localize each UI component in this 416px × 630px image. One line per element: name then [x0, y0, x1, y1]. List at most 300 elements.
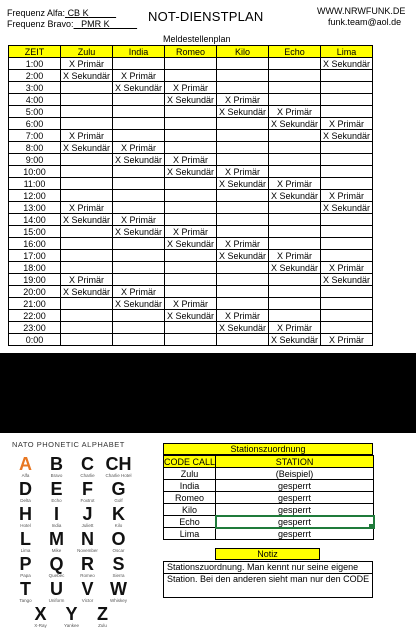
schedule-cell[interactable]: X Sekundär: [269, 190, 321, 202]
nato-letter: [104, 455, 133, 480]
nato-letter-glyph: W: [110, 579, 127, 599]
schedule-cell[interactable]: X Primär: [113, 70, 165, 82]
table-row: [9, 178, 373, 190]
schedule-cell[interactable]: [113, 238, 165, 250]
schedule-cell[interactable]: [165, 262, 217, 274]
station-row: [164, 468, 374, 480]
time-cell[interactable]: 6:00: [9, 118, 61, 130]
time-cell[interactable]: 7:00: [9, 130, 61, 142]
schedule-cell[interactable]: [269, 310, 321, 322]
schedule-header-row: [9, 46, 373, 58]
schedule-cell[interactable]: X Primär: [165, 82, 217, 94]
time-cell[interactable]: 17:00: [9, 250, 61, 262]
schedule-cell[interactable]: [269, 286, 321, 298]
schedule-cell[interactable]: [269, 226, 321, 238]
schedule-cell[interactable]: [269, 94, 321, 106]
time-cell[interactable]: 10:00: [9, 166, 61, 178]
schedule-cell[interactable]: [217, 298, 269, 310]
table-row: [9, 106, 373, 118]
schedule-cell[interactable]: X Primär: [165, 226, 217, 238]
nato-letter: [42, 580, 71, 605]
station-row: [164, 516, 374, 528]
time-cell[interactable]: 8:00: [9, 142, 61, 154]
frequency-alfa-value[interactable]: CB K: [67, 8, 89, 18]
nato-letter: [11, 455, 40, 480]
schedule-cell[interactable]: X Sekundär: [113, 226, 165, 238]
email-link[interactable]: funk.team@aol.de: [328, 17, 402, 27]
code-call-cell[interactable]: Kilo: [164, 504, 216, 516]
nato-letter-glyph: K: [112, 504, 125, 524]
schedule-cell[interactable]: [217, 190, 269, 202]
nato-letter-word: Charlie: [80, 473, 95, 478]
nato-letter: [42, 555, 71, 580]
schedule-cell[interactable]: X Sekundär: [61, 286, 113, 298]
redacted-area: [0, 353, 416, 433]
schedule-cell[interactable]: [113, 166, 165, 178]
time-cell[interactable]: 21:00: [9, 298, 61, 310]
schedule-cell[interactable]: [217, 286, 269, 298]
code-call-cell[interactable]: India: [164, 480, 216, 492]
table-row: [9, 94, 373, 106]
schedule-cell[interactable]: [61, 94, 113, 106]
schedule-cell[interactable]: [321, 142, 373, 154]
schedule-cell[interactable]: X Primär: [113, 286, 165, 298]
schedule-cell[interactable]: [113, 262, 165, 274]
schedule-cell[interactable]: [217, 142, 269, 154]
schedule-cell[interactable]: [165, 58, 217, 70]
schedule-cell[interactable]: [113, 310, 165, 322]
nato-letter-word: Uniform: [48, 598, 65, 603]
notiz-line[interactable]: Station. Bei den anderen sieht man nur den CODE: [167, 574, 370, 584]
time-cell[interactable]: 4:00: [9, 94, 61, 106]
schedule-cell[interactable]: X Sekundär: [321, 274, 373, 286]
nato-letter: [73, 505, 102, 530]
nato-letter-glyph: A: [19, 454, 32, 474]
schedule-cell[interactable]: [321, 250, 373, 262]
stations-table: [163, 455, 374, 540]
nato-letter-glyph: S: [112, 554, 125, 574]
nato-letter-grid: [11, 455, 158, 605]
column-header-zeit: ZEIT: [9, 46, 61, 58]
schedule-cell[interactable]: [217, 58, 269, 70]
schedule-cell[interactable]: [165, 202, 217, 214]
schedule-cell[interactable]: X Sekundär: [321, 58, 373, 70]
schedule-cell[interactable]: [269, 142, 321, 154]
schedule-cell[interactable]: [321, 106, 373, 118]
time-cell[interactable]: 5:00: [9, 106, 61, 118]
schedule-cell[interactable]: [321, 70, 373, 82]
nato-letter-word: Lima: [20, 548, 31, 553]
schedule-cell[interactable]: [61, 262, 113, 274]
schedule-cell[interactable]: X Primär: [113, 214, 165, 226]
code-call-cell[interactable]: Zulu: [164, 468, 216, 480]
notiz-box[interactable]: [163, 561, 373, 598]
table-row: [9, 166, 373, 178]
frequency-alfa: [7, 8, 116, 19]
schedule-cell[interactable]: X Primär: [217, 238, 269, 250]
nato-letter: [42, 505, 71, 530]
schedule-cell[interactable]: X Sekundär: [113, 298, 165, 310]
schedule-cell[interactable]: [321, 238, 373, 250]
nato-letter: [73, 530, 102, 555]
schedule-cell[interactable]: [217, 70, 269, 82]
nato-letter-glyph: G: [111, 479, 126, 499]
schedule-cell[interactable]: [113, 130, 165, 142]
nato-letter: [57, 605, 86, 630]
schedule-cell[interactable]: [321, 310, 373, 322]
schedule-cell[interactable]: [217, 334, 269, 346]
nato-letter-glyph: X: [34, 604, 47, 624]
schedule-cell[interactable]: [321, 94, 373, 106]
schedule-cell[interactable]: [269, 70, 321, 82]
table-row: [9, 142, 373, 154]
schedule-cell[interactable]: X Primär: [61, 58, 113, 70]
notiz-title: Notiz: [215, 548, 320, 560]
time-cell[interactable]: 22:00: [9, 310, 61, 322]
station-row: [164, 480, 374, 492]
table-row: [9, 322, 373, 334]
schedule-cell[interactable]: [61, 154, 113, 166]
schedule-cell[interactable]: X Primär: [165, 298, 217, 310]
frequency-alfa-label: Frequenz Alfa:: [7, 8, 66, 18]
schedule-cell[interactable]: [217, 82, 269, 94]
table-row: [9, 214, 373, 226]
time-cell[interactable]: 12:00: [9, 190, 61, 202]
time-cell[interactable]: 20:00: [9, 286, 61, 298]
schedule-cell[interactable]: [61, 82, 113, 94]
time-cell[interactable]: 0:00: [9, 334, 61, 346]
schedule-cell[interactable]: X Primär: [269, 178, 321, 190]
time-cell[interactable]: 1:00: [9, 58, 61, 70]
nato-letter: [11, 480, 40, 505]
nato-alphabet-image: [8, 440, 158, 628]
schedule-cell[interactable]: [321, 226, 373, 238]
schedule-cell[interactable]: [217, 118, 269, 130]
schedule-cell[interactable]: [321, 154, 373, 166]
schedule-cell[interactable]: [165, 190, 217, 202]
schedule-cell[interactable]: X Sekundär: [217, 250, 269, 262]
nato-letter-word: Bravo: [50, 473, 63, 478]
nato-letter-word: November: [77, 548, 98, 553]
schedule-cell[interactable]: X Primär: [321, 334, 373, 346]
code-call-cell[interactable]: Lima: [164, 528, 216, 540]
schedule-cell[interactable]: [165, 286, 217, 298]
nato-letter-word: Victor: [81, 598, 94, 603]
station-row: [164, 504, 374, 516]
schedule-cell[interactable]: X Sekundär: [61, 142, 113, 154]
time-cell[interactable]: 13:00: [9, 202, 61, 214]
time-cell[interactable]: 15:00: [9, 226, 61, 238]
schedule-cell[interactable]: [113, 106, 165, 118]
nato-letter-glyph: V: [81, 579, 94, 599]
schedule-cell[interactable]: [165, 322, 217, 334]
schedule-cell[interactable]: [61, 226, 113, 238]
table-row: [9, 190, 373, 202]
nato-letter: [11, 530, 40, 555]
schedule-cell[interactable]: [165, 70, 217, 82]
schedule-cell[interactable]: X Sekundär: [113, 154, 165, 166]
nato-letter-glyph: Q: [49, 554, 64, 574]
nato-letter-word: Oscar: [112, 548, 125, 553]
schedule-cell[interactable]: X Sekundär: [165, 238, 217, 250]
nato-letter-glyph: M: [49, 529, 64, 549]
schedule-cell[interactable]: [113, 178, 165, 190]
schedule-cell[interactable]: X Sekundär: [61, 70, 113, 82]
schedule-cell[interactable]: [113, 250, 165, 262]
schedule-cell[interactable]: X Sekundär: [269, 334, 321, 346]
schedule-cell[interactable]: X Primär: [321, 262, 373, 274]
schedule-cell[interactable]: [269, 238, 321, 250]
schedule-cell[interactable]: [113, 58, 165, 70]
schedule-cell[interactable]: X Sekundär: [321, 130, 373, 142]
nato-letter-glyph: Y: [65, 604, 78, 624]
nato-letter-glyph: Z: [97, 604, 108, 624]
time-cell[interactable]: 3:00: [9, 82, 61, 94]
schedule-cell[interactable]: [321, 178, 373, 190]
schedule-cell[interactable]: [165, 250, 217, 262]
schedule-cell[interactable]: [165, 214, 217, 226]
stations-header-row: [164, 456, 374, 468]
schedule-cell[interactable]: X Primär: [269, 322, 321, 334]
nato-letter-word: Golf: [114, 498, 123, 503]
schedule-cell[interactable]: [269, 82, 321, 94]
station-row: [164, 492, 374, 504]
nato-letter-word: Sierra: [112, 573, 125, 578]
nato-letter-word: Mike: [51, 548, 62, 553]
table-row: [9, 334, 373, 346]
schedule-cell[interactable]: X Primär: [61, 130, 113, 142]
table-row: [9, 58, 373, 70]
column-header-zulu: Zulu: [61, 46, 113, 58]
schedule-cell[interactable]: [217, 262, 269, 274]
table-row: [9, 82, 373, 94]
time-cell[interactable]: 9:00: [9, 154, 61, 166]
column-header-echo: Echo: [269, 46, 321, 58]
schedule-cell[interactable]: [217, 226, 269, 238]
schedule-cell[interactable]: X Primär: [113, 142, 165, 154]
schedule-cell[interactable]: [165, 130, 217, 142]
schedule-cell[interactable]: [61, 178, 113, 190]
frequency-bravo-value[interactable]: PMR K: [81, 19, 110, 29]
schedule-cell[interactable]: [269, 130, 321, 142]
schedule-cell[interactable]: X Sekundär: [165, 166, 217, 178]
schedule-cell[interactable]: [321, 298, 373, 310]
schedule-cell[interactable]: X Sekundär: [113, 82, 165, 94]
schedule-cell[interactable]: X Sekundär: [217, 178, 269, 190]
table-row: [9, 274, 373, 286]
code-call-cell[interactable]: Romeo: [164, 492, 216, 504]
time-cell[interactable]: 2:00: [9, 70, 61, 82]
nato-letter: [73, 455, 102, 480]
schedule-cell[interactable]: [269, 166, 321, 178]
table-row: [9, 238, 373, 250]
schedule-cell[interactable]: X Sekundär: [165, 310, 217, 322]
schedule-cell[interactable]: [165, 118, 217, 130]
station-cell[interactable]: gesperrt: [216, 504, 374, 516]
table-row: [9, 130, 373, 142]
table-row: [9, 118, 373, 130]
nato-letter: [26, 605, 55, 630]
time-cell[interactable]: 19:00: [9, 274, 61, 286]
schedule-cell[interactable]: [113, 274, 165, 286]
schedule-cell[interactable]: X Sekundär: [61, 214, 113, 226]
nato-letter: [11, 505, 40, 530]
time-cell[interactable]: 11:00: [9, 178, 61, 190]
station-row: [164, 528, 374, 540]
schedule-cell[interactable]: [321, 214, 373, 226]
schedule-cell[interactable]: [321, 286, 373, 298]
schedule-cell[interactable]: [269, 58, 321, 70]
station-cell[interactable]: gesperrt: [216, 528, 374, 540]
nato-letter: [104, 555, 133, 580]
nato-letter: [104, 480, 133, 505]
schedule-cell[interactable]: [113, 94, 165, 106]
nato-letter-word: Alfa: [21, 473, 30, 478]
schedule-cell[interactable]: [269, 214, 321, 226]
schedule-cell[interactable]: X Primär: [217, 310, 269, 322]
schedule-cell[interactable]: [321, 166, 373, 178]
schedule-cell[interactable]: [165, 274, 217, 286]
nato-letter-word: Charlie Hotel: [105, 473, 132, 478]
schedule-cell[interactable]: [61, 118, 113, 130]
schedule-cell[interactable]: [321, 322, 373, 334]
schedule-cell[interactable]: X Primär: [61, 274, 113, 286]
nato-letter-glyph: I: [53, 504, 59, 524]
column-header-india: India: [113, 46, 165, 58]
schedule-cell[interactable]: [217, 214, 269, 226]
schedule-table: [8, 45, 373, 346]
schedule-cell[interactable]: X Sekundär: [217, 106, 269, 118]
schedule-cell[interactable]: [61, 298, 113, 310]
nato-letter: [73, 580, 102, 605]
page-title: NOT-DIENSTPLAN: [148, 9, 264, 24]
nato-letter: [42, 455, 71, 480]
table-row: [9, 298, 373, 310]
schedule-cell[interactable]: [113, 322, 165, 334]
time-cell[interactable]: 14:00: [9, 214, 61, 226]
schedule-cell[interactable]: [165, 334, 217, 346]
nato-letter: [11, 580, 40, 605]
column-header-lima: Lima: [321, 46, 373, 58]
schedule-cell[interactable]: [113, 202, 165, 214]
schedule-cell[interactable]: X Sekundär: [217, 322, 269, 334]
schedule-cell[interactable]: [165, 106, 217, 118]
schedule-cell[interactable]: [61, 310, 113, 322]
nato-letter: [11, 555, 40, 580]
schedule-cell[interactable]: [61, 190, 113, 202]
nato-letter: [73, 555, 102, 580]
table-row: [9, 202, 373, 214]
station-cell[interactable]: gesperrt: [216, 492, 374, 504]
schedule-cell[interactable]: [113, 334, 165, 346]
station-cell[interactable]: gesperrt: [216, 516, 374, 528]
nato-letter-glyph: J: [82, 504, 93, 524]
schedule-cell[interactable]: X Primär: [165, 154, 217, 166]
nato-letter-word: Whiskey: [109, 598, 127, 603]
station-cell[interactable]: gesperrt: [216, 480, 374, 492]
schedule-cell[interactable]: [61, 106, 113, 118]
schedule-cell[interactable]: X Primär: [217, 166, 269, 178]
schedule-cell[interactable]: [61, 238, 113, 250]
time-cell[interactable]: 18:00: [9, 262, 61, 274]
schedule-cell[interactable]: X Sekundär: [165, 94, 217, 106]
frequency-bravo-label: Frequenz Bravo:: [7, 19, 74, 29]
nato-letter-word: Echo: [51, 498, 62, 503]
schedule-cell[interactable]: X Sekundär: [321, 202, 373, 214]
schedule-cell[interactable]: X Primär: [321, 190, 373, 202]
nato-letter-word: Papa: [20, 573, 31, 578]
time-cell[interactable]: 16:00: [9, 238, 61, 250]
schedule-cell[interactable]: X Primär: [269, 106, 321, 118]
time-cell[interactable]: 23:00: [9, 322, 61, 334]
schedule-cell[interactable]: [61, 322, 113, 334]
column-header-kilo: Kilo: [217, 46, 269, 58]
code-call-cell[interactable]: Echo: [164, 516, 216, 528]
table-row: [9, 70, 373, 82]
nato-letter-glyph: U: [50, 579, 63, 599]
schedule-cell[interactable]: [269, 274, 321, 286]
schedule-cell[interactable]: X Sekundär: [269, 118, 321, 130]
schedule-cell[interactable]: [217, 202, 269, 214]
schedule-cell[interactable]: [61, 334, 113, 346]
schedule-cell[interactable]: [61, 166, 113, 178]
nato-letter: [42, 530, 71, 555]
schedule-cell[interactable]: X Primär: [269, 250, 321, 262]
nato-last-row: [26, 605, 158, 630]
nato-letter-glyph: L: [20, 529, 31, 549]
schedule-title: Meldestellenplan: [163, 34, 231, 44]
nato-letter-glyph: R: [81, 554, 94, 574]
schedule-cell[interactable]: [61, 250, 113, 262]
website-link[interactable]: WWW.NRWFUNK.DE: [317, 6, 406, 16]
schedule-cell[interactable]: [217, 130, 269, 142]
nato-letter-glyph: N: [81, 529, 94, 549]
nato-letter-word: Delta: [20, 498, 31, 503]
table-row: [9, 310, 373, 322]
schedule-cell[interactable]: [217, 154, 269, 166]
table-row: [9, 286, 373, 298]
nato-letter-word: India: [51, 523, 62, 528]
nato-letter-word: Romeo: [80, 573, 95, 578]
nato-letter-word: Quebec: [48, 573, 65, 578]
selection-fill-handle[interactable]: [369, 524, 374, 529]
schedule-cell[interactable]: [113, 190, 165, 202]
schedule-cell[interactable]: [269, 154, 321, 166]
nato-letter-glyph: F: [82, 479, 93, 499]
notiz-line[interactable]: Stationszuordnung. Man kennt nur seine eigene: [164, 562, 372, 574]
schedule-cell[interactable]: [165, 142, 217, 154]
nato-letter: [104, 505, 133, 530]
nato-letter-word: Kilo: [114, 523, 123, 528]
schedule-cell[interactable]: [269, 298, 321, 310]
schedule-cell[interactable]: [217, 274, 269, 286]
nato-letter-word: Foxtrot: [80, 498, 95, 503]
nato-letter: [88, 605, 117, 630]
schedule-cell[interactable]: [321, 82, 373, 94]
schedule-cell[interactable]: [269, 202, 321, 214]
nato-letter-glyph: CH: [105, 454, 132, 474]
schedule-cell[interactable]: X Primär: [217, 94, 269, 106]
station-cell[interactable]: (Beispiel): [216, 468, 374, 480]
schedule-cell[interactable]: X Primär: [61, 202, 113, 214]
schedule-cell[interactable]: X Primär: [321, 118, 373, 130]
nato-letter: [73, 480, 102, 505]
schedule-cell[interactable]: [165, 178, 217, 190]
nato-letter: [104, 580, 133, 605]
nato-letter-word: Zulu: [98, 623, 107, 628]
schedule-cell[interactable]: [113, 118, 165, 130]
schedule-cell[interactable]: X Sekundär: [269, 262, 321, 274]
